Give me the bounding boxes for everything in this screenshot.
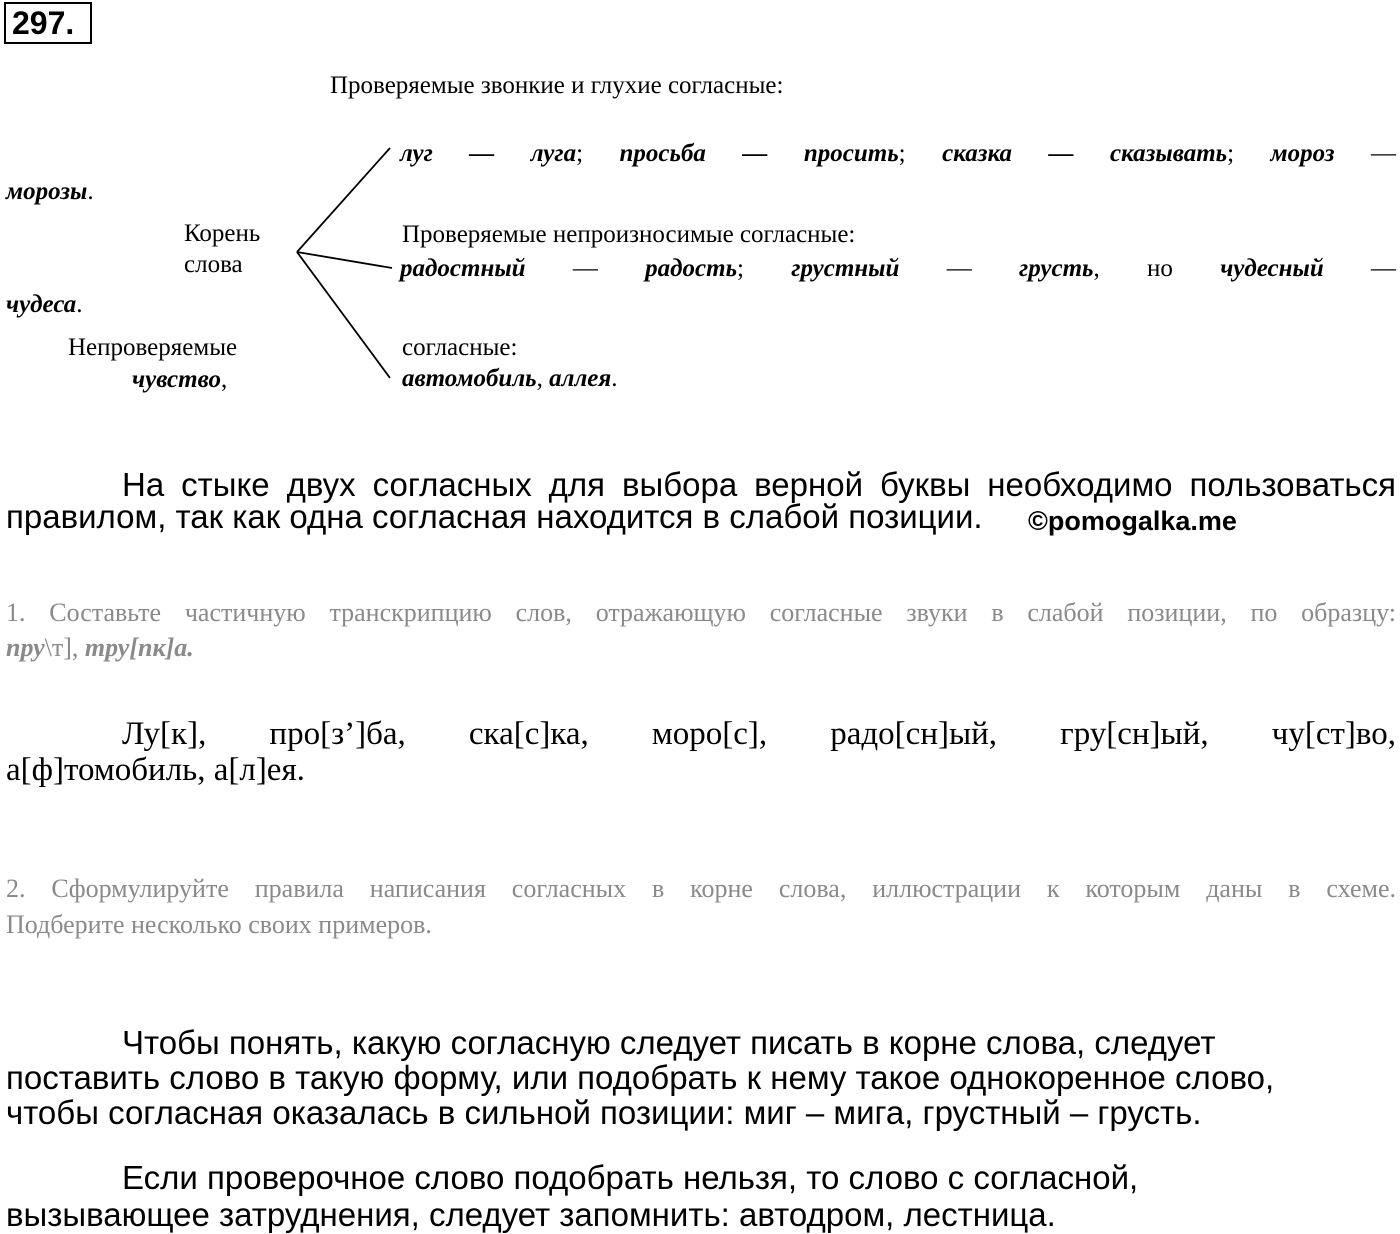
- root-label-2: слова: [184, 251, 243, 278]
- branch2-word: грусть: [1019, 255, 1094, 282]
- scheme-line-bottom: [297, 252, 390, 378]
- exercise-number: 297.: [4, 2, 92, 44]
- branch2-word: радость: [645, 255, 738, 282]
- answer2-p1-line2: поставить слово в такую форму, или подобрать к нему такое однокоренное слово,: [6, 1059, 1275, 1096]
- branch1-word: ;: [898, 140, 943, 167]
- branch2-cont-word: чудеса: [6, 291, 77, 318]
- branch1-word: просить: [803, 140, 899, 167]
- unverifiable-label: Непроверяемые: [68, 334, 238, 361]
- answer1-line1: Лу[к], про[з’]ба, ска[с]ка, моро[с], радо[сн]ый, гру[сн]ый, чу[ст]во,: [122, 716, 1396, 752]
- answer1-line2: а[ф]томобиль, а[л]ея.: [6, 752, 305, 788]
- branch3-word: ,: [536, 365, 550, 392]
- answer1-paragraph: [6, 716, 1396, 753]
- answer0-line2: правилом, так как одна согласная находится в слабой позиции.: [6, 498, 983, 535]
- branch2-title: Проверяемые непроизносимые согласные:: [402, 221, 856, 248]
- answer2-p2-line2: вызывающее затруднения, следует запомнить: автодром, лестница.: [6, 1196, 1056, 1233]
- task2-text: [6, 874, 1396, 904]
- branch2-word: грустный: [791, 255, 900, 282]
- branch3-title: согласные:: [402, 334, 518, 361]
- branch1-word: луг: [400, 140, 433, 167]
- scheme-line-top: [297, 148, 390, 252]
- branch2-word: ;: [737, 255, 792, 282]
- watermark: ©pomogalka.me: [1028, 506, 1237, 536]
- branch2-word: —: [1323, 255, 1397, 282]
- branch1-cont-word: .: [87, 178, 94, 205]
- branch2-word: , но: [1093, 255, 1221, 282]
- scheme-line-middle: [297, 252, 392, 268]
- branch2-word: —: [899, 255, 1020, 282]
- branch1-word: —: [1012, 140, 1110, 167]
- branch2-word: —: [525, 255, 646, 282]
- answer0-line1: На стыке двух согласных для выбора верной буквы необходимо пользоваться: [122, 466, 1396, 503]
- unverifiable-word: чувство: [132, 366, 221, 393]
- branch3-word: аллея: [549, 365, 612, 392]
- branch3-word: .: [611, 365, 618, 392]
- root-label-1: Корень: [184, 220, 261, 247]
- task2-line2: Подберите несколько своих примеров.: [6, 910, 432, 939]
- branch2-cont-word: .: [76, 291, 83, 318]
- branch1-word: мороз: [1270, 140, 1335, 167]
- branch2-word: радостный: [400, 255, 526, 282]
- answer2-p2-line1: Если проверочное слово подобрать нельзя, то слово с согласной,: [122, 1159, 1139, 1196]
- branch2-word: чудесный: [1220, 255, 1324, 282]
- branch1-cont-word: морозы: [6, 178, 88, 205]
- branch1-word: —: [1334, 140, 1397, 167]
- answer2-p1-line1: Чтобы понять, какую согласную следует писать в корне слова, следует: [122, 1024, 1216, 1061]
- task1-sample-word: тру[пк]а.: [84, 633, 194, 662]
- task1-sample-word: \т],: [44, 633, 85, 662]
- branch1-word: —: [705, 140, 804, 167]
- task1-text: [6, 598, 1396, 628]
- branch1-word: ;: [576, 140, 620, 167]
- task1-sample: [6, 633, 194, 663]
- branch1-word: сказка: [942, 140, 1013, 167]
- scheme-title: Проверяемые звонкие и глухие согласные:: [330, 72, 784, 99]
- branch1-word: сказывать: [1109, 140, 1228, 167]
- answer2-p1-line3: чтобы согласная оказалась в сильной позиции: миг – мига, грустный – грусть.: [6, 1094, 1202, 1131]
- task2-line1: 2. Сформулируйте правила написания согласных в корне слова, иллюстрации к которым даны в схеме.: [6, 874, 1396, 903]
- task1-line1: 1. Составьте частичную транскрипцию слов, отражающую согласные звуки в слабой позиции, по образцу:: [6, 598, 1396, 627]
- branch1-word: ;: [1227, 140, 1271, 167]
- unverifiable-word: ,: [220, 366, 228, 393]
- task1-sample-word: пру: [6, 633, 45, 662]
- branch1-word: просьба: [619, 140, 706, 167]
- branch1-word: —: [432, 140, 531, 167]
- scheme-lines: [0, 0, 1400, 420]
- branch1-word: луга: [530, 140, 577, 167]
- branch3-word: автомобиль: [402, 365, 537, 392]
